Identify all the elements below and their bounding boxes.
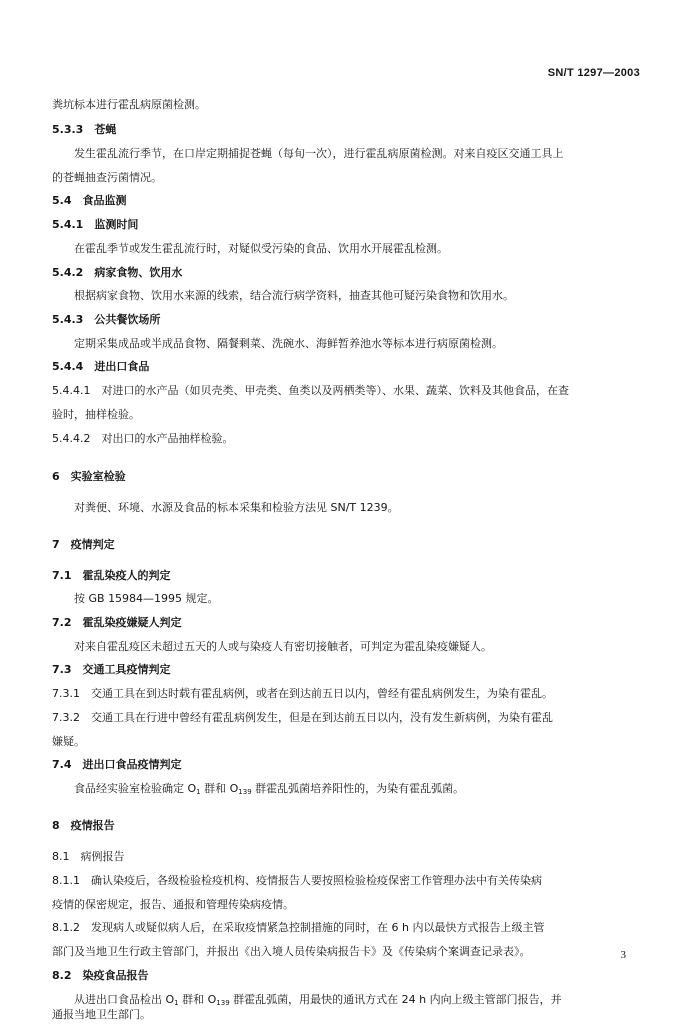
clause-heading-5-3-3: 5.3.3 苍蝇 xyxy=(52,123,117,136)
body-text-line: 部门及当地卫生行政主管部门，并报出《出入境人员传染病报告卡》及《传染病个案调查记录表》。 xyxy=(52,945,531,958)
body-text-line: 嫌疑。 xyxy=(52,735,85,748)
body-text-line: 从进出口食品检出 $O_1$ 群和 $O_{139}$ 群霍乱弧菌，用最快的通讯方式在 24 h 内向上级主管部门报告，并 xyxy=(74,993,562,1007)
body-text-line: 7.3.1 交通工具在到达时载有霍乱病例，或者在到达前五日以内，曾经有霍乱病例发生，为染有霍乱。 xyxy=(52,687,553,700)
body-text-line: 粪坑标本进行霍乱病原菌检测。 xyxy=(52,98,206,111)
page-number: 3 xyxy=(620,949,626,961)
body-text-line: 根据病家食物、饮用水来源的线索，结合流行病学资料，抽查其他可疑污染食物和饮用水。 xyxy=(74,289,514,302)
clause-heading-7-2: 7.2 霍乱染疫嫌疑人判定 xyxy=(52,616,182,629)
body-text-line: 定期采集成品或半成品食物、隔餐剩菜、洗碗水、海鲜暂养池水等标本进行病原菌检测。 xyxy=(74,337,503,350)
body-text-line: 通报当地卫生部门。 xyxy=(52,1008,151,1021)
clause-heading-8-1: 8.1 病例报告 xyxy=(52,850,125,863)
body-text-line: 8.1.1 确认染疫后，各级检验检疫机构、疫情报告人要按照检验检疫保密工作管理办法中有关传染病 xyxy=(52,874,542,887)
standard-code: SN/T 1297—2003 xyxy=(547,67,640,79)
body-text-line: 按 GB 15984—1995 规定。 xyxy=(74,592,219,605)
clause-heading-8-2: 8.2 染疫食品报告 xyxy=(52,969,149,982)
clause-heading-5-4: 5.4 食品监测 xyxy=(52,194,127,207)
body-text-line: 对来自霍乱疫区未超过五天的人或与染疫人有密切接触者，可判定为霍乱染疫嫌疑人。 xyxy=(74,640,492,653)
body-text-line: 食品经实验室检验确定 $O_1$ 群和 $O_{139}$ 群霍乱弧菌培养阳性的，为染有霍乱弧菌。 xyxy=(74,782,465,796)
section-heading-8: 8 疫情报告 xyxy=(52,819,115,832)
section-heading-7: 7 疫情判定 xyxy=(52,538,115,551)
body-text-line: 疫情的保密规定，报告、通报和管理传染病疫情。 xyxy=(52,898,294,911)
section-heading-6: 6 实验室检验 xyxy=(52,470,126,483)
body-text-line: 发生霍乱流行季节，在口岸定期捕捉苍蝇（每旬一次），进行霍乱病原菌检测。对来自疫区交通工具上 xyxy=(74,147,564,160)
clause-heading-7-3: 7.3 交通工具疫情判定 xyxy=(52,663,171,676)
clause-heading-7-1: 7.1 霍乱染疫人的判定 xyxy=(52,569,171,582)
body-text-line: 验时，抽样检验。 xyxy=(52,408,140,421)
body-text-line: 5.4.4.2 对出口的水产品抽样检验。 xyxy=(52,432,234,445)
body-text-line: 8.1.2 发现病人或疑似病人后，在采取疫情紧急控制措施的同时，在 6 h 内以最快方式报告上级主管 xyxy=(52,921,545,934)
body-text-line: 在霍乱季节或发生霍乱流行时，对疑似受污染的食品、饮用水开展霍乱检测。 xyxy=(74,242,448,255)
clause-heading-5-4-4: 5.4.4 进出口食品 xyxy=(52,360,150,373)
clause-heading-5-4-2: 5.4.2 病家食物、饮用水 xyxy=(52,266,183,279)
clause-heading-5-4-3: 5.4.3 公共餐饮场所 xyxy=(52,313,161,326)
body-text-line: 的苍蝇抽查污菌情况。 xyxy=(52,171,162,184)
body-text-line: 5.4.4.1 对进口的水产品（如贝壳类、甲壳类、鱼类以及两栖类等）、水果、蔬菜、饮料及其他食品，在查 xyxy=(52,384,569,397)
clause-heading-7-4: 7.4 进出口食品疫情判定 xyxy=(52,758,182,771)
body-text-line: 对粪便、环境、水源及食品的标本采集和检验方法见 SN/T 1239。 xyxy=(74,501,399,514)
body-text-line: 7.3.2 交通工具在行进中曾经有霍乱病例发生，但是在到达前五日以内，没有发生新病例，为染有霍乱 xyxy=(52,711,553,724)
clause-heading-5-4-1: 5.4.1 监测时间 xyxy=(52,218,139,231)
